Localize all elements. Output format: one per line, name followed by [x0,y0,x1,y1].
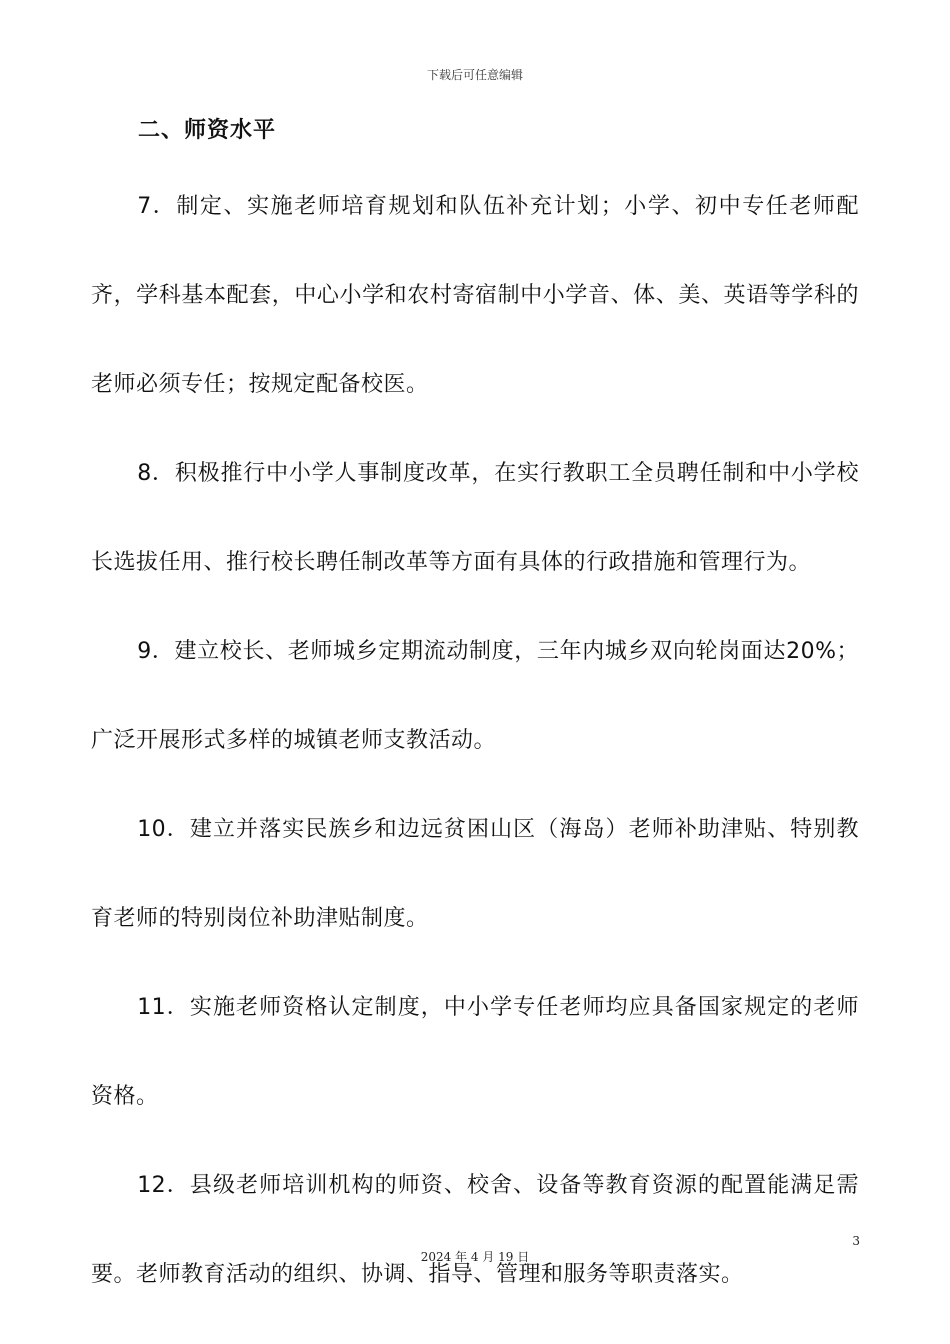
header-note: 下载后可任意编辑 [426,68,523,82]
paragraph-9: 9．建立校长、老师城乡定期流动制度，三年内城乡双向轮岗面达20%；广泛开展形式多样的城镇老师支教活动。 [91,639,859,753]
paragraph-8: 8．积极推行中小学人事制度改革，在实行教职工全员聘任制和中小学校长选拔任用、推行校长聘任制改革等方面有具体的行政措施和管理行为。 [91,461,859,575]
paragraph-7: 7．制定、实施老师培育规划和队伍补充计划；小学、初中专任老师配齐，学科基本配套，中心小学和农村寄宿制中小学音、体、美、英语等学科的老师必须专任；按规定配备校医。 [91,194,859,397]
footer-date: 2024 年 4 月 19 日 [420,1250,530,1264]
document-body [91,162,859,1319]
page-number: 3 [852,1234,860,1248]
section-title: 二、师资水平 [138,118,277,143]
paragraph-10: 10．建立并落实民族乡和边远贫困山区（海岛）老师补助津贴、特别教育老师的特别岗位补助津贴制度。 [91,817,859,931]
paragraph-11: 11．实施老师资格认定制度，中小学专任老师均应具备国家规定的老师资格。 [91,995,859,1109]
paragraph-12: 12．县级老师培训机构的师资、校舍、设备等教育资源的配置能满足需要。老师教育活动的组织、协调、指导、管理和服务等职责落实。 [91,1173,859,1287]
